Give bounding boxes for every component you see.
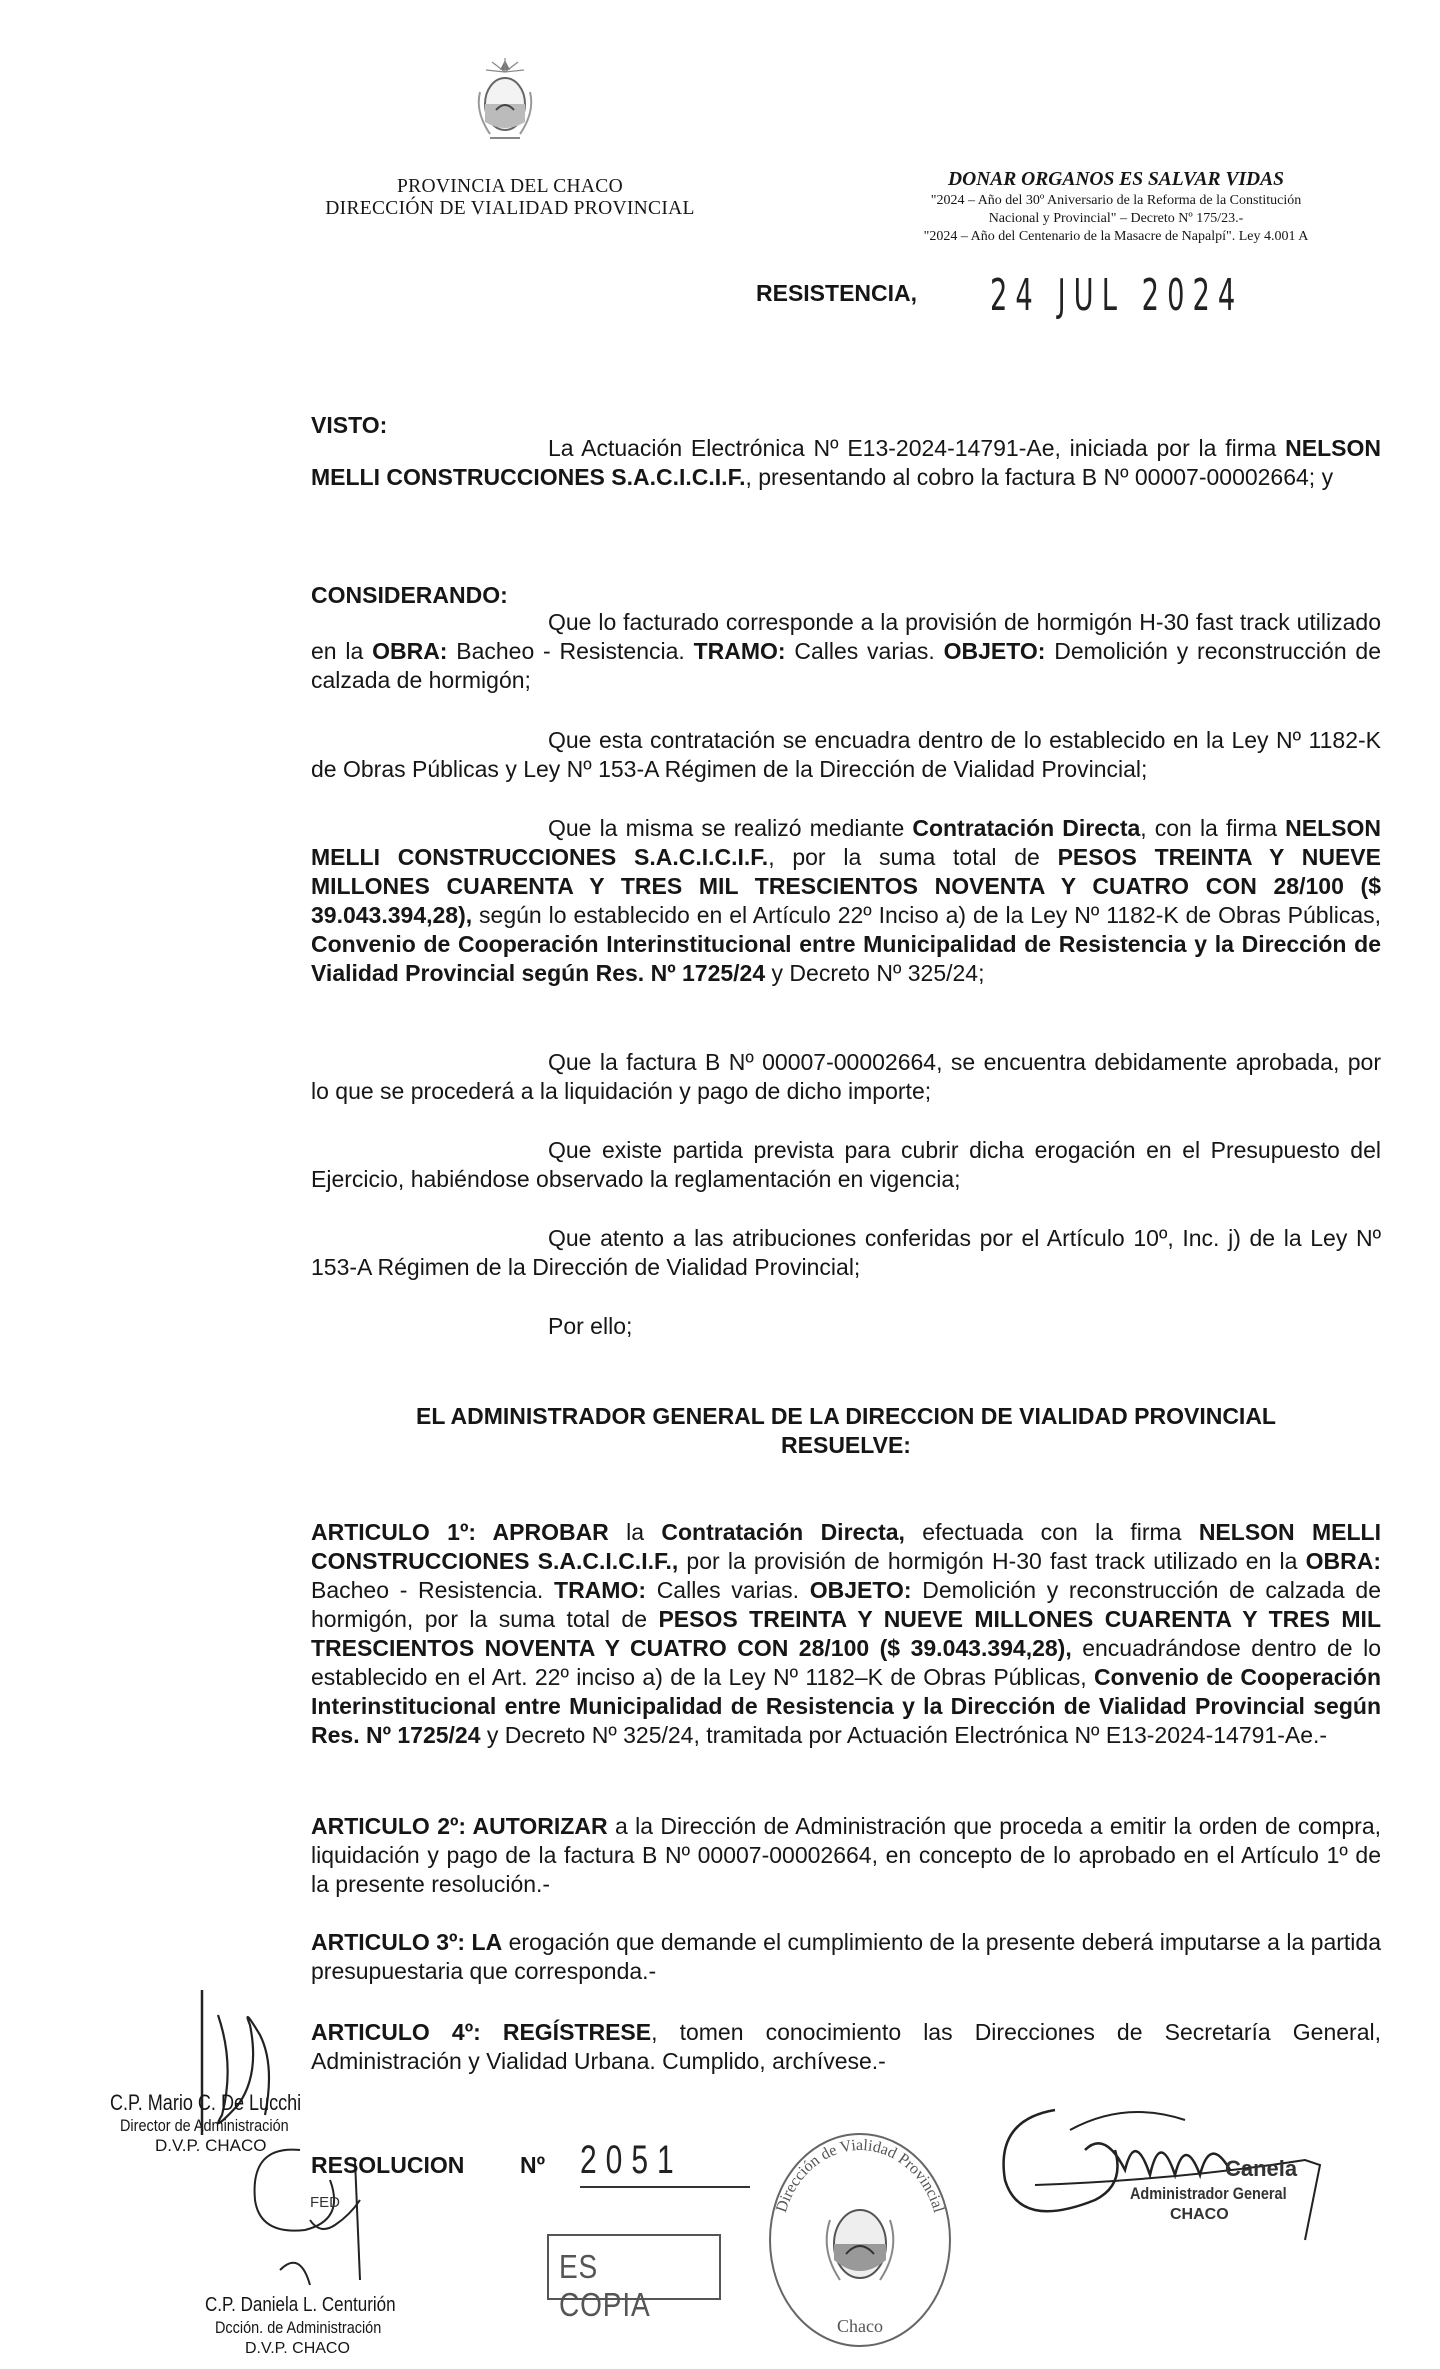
fed-mark: FED xyxy=(310,2194,340,2211)
article-3 xyxy=(311,1928,1381,1986)
article-3-label: ARTICULO 3º: LA xyxy=(311,1929,503,1955)
year-legend-2: Nacional y Provincial" – Decreto Nº 175/23.- xyxy=(988,211,1244,226)
a1-e: por la provisión de hormigón H-30 fast track utilizado en la xyxy=(678,1548,1306,1574)
article-4-label: ARTICULO 4º: REGÍSTRESE xyxy=(311,2019,652,2045)
signature-1-title: Director de Administración xyxy=(120,2116,289,2135)
resolves-line-2: RESUELVE: xyxy=(781,1432,911,1458)
date-stamp: 24 JUL 2024 xyxy=(990,270,1244,321)
article-2-label: ARTICULO 2º: AUTORIZAR xyxy=(311,1813,608,1839)
signature-2-org: D.V.P. CHACO xyxy=(245,2340,350,2357)
visto-text-c: , presentando al cobro la factura B Nº 00007-00002664; y xyxy=(745,464,1334,490)
c3-text-a: Que la misma se realizó mediante xyxy=(548,815,913,841)
c3-contratacion: Contratación Directa xyxy=(912,815,1141,841)
resolution-label: RESOLUCION xyxy=(311,2152,465,2178)
article-2 xyxy=(311,1812,1381,1899)
c3-text-c: , con la firma xyxy=(1140,815,1286,841)
c3-text-g: según lo establecido en el Artículo 22º Inciso a) de la Ley Nº 1182-K de Obras Públicas, xyxy=(472,902,1381,928)
a1-j: OBJETO: xyxy=(809,1577,912,1603)
letterhead-left xyxy=(240,176,780,220)
resolves-line-1: EL ADMINISTRADOR GENERAL DE LA DIRECCION DE VIALIDAD PROVINCIAL xyxy=(416,1403,1276,1429)
c1-obra: Bacheo - Resistencia. xyxy=(447,638,694,664)
c1-tramo-label: TRAMO: xyxy=(693,638,786,664)
considerando-paragraph-6 xyxy=(311,1224,1381,1282)
resolution-underline xyxy=(580,2186,750,2188)
a1-b: Contratación Directa, xyxy=(661,1519,905,1545)
contractor-name: NELSON MELLI CONSTRUCCIONES S.A.C.I.C.I.F. xyxy=(311,435,1381,490)
signature-1-org: D.V.P. CHACO xyxy=(155,2136,267,2155)
a1-o: y Decreto Nº 325/24, tramitada por Actuación Electrónica Nº E13-2024-14791-Ae.- xyxy=(480,1722,1328,1748)
year-legend-1: "2024 – Año del 30º Aniversario de la Reforma de la Constitución xyxy=(930,193,1302,208)
c1-objeto-label: OBJETO: xyxy=(943,638,1046,664)
a1-m: encuadrándose dentro de lo establecido en el Art. 22º inciso a) de la Ley Nº 1182–K de Obras Públicas, xyxy=(311,1635,1381,1690)
a1-i: Calles varias. xyxy=(646,1577,810,1603)
c1-tramo: Calles varias. xyxy=(785,638,944,664)
article-1 xyxy=(311,1518,1381,1750)
department-name: DIRECCIÓN DE VIALIDAD PROVINCIAL xyxy=(325,198,695,219)
c6-text: Que atento a las atribuciones conferidas por el Artículo 10º, Inc. j) de la Ley Nº 153-A Régimen de la Dirección de Vialidad Provincial; xyxy=(311,1225,1381,1280)
resolution-number: 2051 xyxy=(580,2138,683,2182)
considerando-paragraph-7 xyxy=(311,1312,1381,1341)
considerando-heading: CONSIDERANDO: xyxy=(311,582,508,608)
c3-convenio: Convenio de Cooperación Interinstitucional entre Municipalidad de Resistencia y la Dirección de Vialidad Provincial según Res. Nº 1725/24 xyxy=(311,931,1381,986)
visto-heading: VISTO: xyxy=(311,412,388,438)
considerando-paragraph-5 xyxy=(311,1136,1381,1194)
copy-stamp-text: ES COPIA xyxy=(559,2248,651,2323)
a1-a: la xyxy=(608,1519,662,1545)
round-seal xyxy=(760,2120,960,2360)
signature-3-org: CHACO xyxy=(1170,2206,1229,2223)
c3-amount: PESOS TREINTA Y NUEVE MILLONES CUARENTA Y TRES MIL TRESCIENTOS NOVENTA Y CUATRO CON 28/100 ($ 39.043.394,28), xyxy=(311,844,1381,928)
copy-stamp xyxy=(547,2234,721,2323)
a1-k: Demolición y reconstrucción de calzada de hormigón, por la suma total de xyxy=(311,1577,1381,1632)
signature-3-name: Canela xyxy=(1225,2156,1298,2181)
c1-obra-label: OBRA: xyxy=(372,638,448,664)
a1-g: Bacheo - Resistencia. xyxy=(311,1577,555,1603)
visto-text-a: La Actuación Electrónica Nº E13-2024-14791-Ae, iniciada por la firma xyxy=(548,435,1277,461)
a1-d: NELSON MELLI CONSTRUCCIONES S.A.C.I.C.I.F., xyxy=(311,1519,1381,1574)
a1-h: TRAMO: xyxy=(554,1577,646,1603)
signature-3-title: Administrador General xyxy=(1130,2184,1287,2203)
motto: DONAR ORGANOS ES SALVAR VIDAS xyxy=(948,169,1284,190)
considerando-paragraph-1 xyxy=(311,608,1381,695)
seal-bottom-text: Chaco xyxy=(837,2316,883,2336)
c3-text-i: y Decreto Nº 325/24; xyxy=(765,960,985,986)
c4-text: Que la factura B Nº 00007-00002664, se encuentra debidamente aprobada, por lo que se procederá a la liquidación y pago de dicho importe; xyxy=(311,1049,1381,1104)
coat-of-arms-icon xyxy=(470,52,540,152)
seal-shield-icon xyxy=(827,2210,894,2280)
c3-contractor: NELSON MELLI CONSTRUCCIONES S.A.C.I.C.I.F. xyxy=(311,815,1381,870)
year-legend-3: "2024 – Año del Centenario de la Masacre de Napalpí". Ley 4.001 A xyxy=(923,229,1309,244)
resolves-heading xyxy=(311,1402,1381,1460)
article-2-text: a la Dirección de Administración que proceda a emitir la orden de compra, liquidación y pago de la factura B Nº 00007-00002664, en concepto de lo aprobado en el Artículo 1º de la presente resolución.- xyxy=(311,1813,1381,1897)
svg-text:Dirección de Vialidad Provinci xyxy=(773,2137,947,2215)
considerando-paragraph-3 xyxy=(311,814,1381,988)
c3-text-e: , por la suma total de xyxy=(768,844,1058,870)
considerando-paragraph-4 xyxy=(311,1048,1381,1106)
article-4 xyxy=(311,2018,1381,2076)
a1-n: Convenio de Cooperación Interinstitucional entre Municipalidad de Resistencia y la Dirección de Vialidad Provincial según Res. Nº 1725/24 xyxy=(311,1664,1381,1748)
seal-top-text: Dirección de Vialidad Provincial xyxy=(772,2136,948,2215)
province-name: PROVINCIA DEL CHACO xyxy=(397,176,623,197)
place: RESISTENCIA, xyxy=(756,280,918,306)
considerando-paragraph-2 xyxy=(311,726,1381,784)
signature-2-title: Dcción. de Administración xyxy=(215,2318,382,2337)
a1-f: OBRA: xyxy=(1305,1548,1381,1574)
a1-l: PESOS TREINTA Y NUEVE MILLONES CUARENTA Y TRES MIL TRESCIENTOS NOVENTA Y CUATRO CON 28/100 ($ 39.043.394,28), xyxy=(311,1606,1381,1661)
c2-text: Que esta contratación se encuadra dentro de lo establecido en la Ley Nº 1182-K de Obras Públicas y Ley Nº 153-A Régimen de la Dirección de Vialidad Provincial; xyxy=(311,727,1381,782)
c1-objeto: Demolición y reconstrucción de calzada de hormigón; xyxy=(311,638,1381,693)
article-3-text: erogación que demande el cumplimiento de la presente deberá imputarse a la partida presupuestaria que corresponda.- xyxy=(311,1929,1382,1984)
article-1-label: ARTICULO 1º: APROBAR xyxy=(311,1519,609,1545)
c7-text: Por ello; xyxy=(548,1313,633,1339)
signature-2-name: C.P. Daniela L. Centurión xyxy=(205,2294,396,2316)
visto-paragraph xyxy=(311,434,1381,492)
article-4-text: , tomen conocimiento las Direcciones de Secretaría General, Administración y Vialidad Urbana. Cumplido, archívese.- xyxy=(311,2019,1382,2074)
a1-c: efectuada con la firma xyxy=(904,1519,1199,1545)
signature-1-name: C.P. Mario C. De Lucchi xyxy=(110,2090,302,2115)
letterhead-right xyxy=(836,168,1396,246)
resolution-number-label: Nº xyxy=(520,2152,546,2178)
c1-text: Que lo facturado corresponde a la provisión de hormigón H-30 fast track utilizado en la xyxy=(311,609,1381,664)
c5-text: Que existe partida prevista para cubrir dicha erogación en el Presupuesto del Ejercicio, habiéndose observado la reglamentación en vigencia; xyxy=(311,1137,1381,1192)
